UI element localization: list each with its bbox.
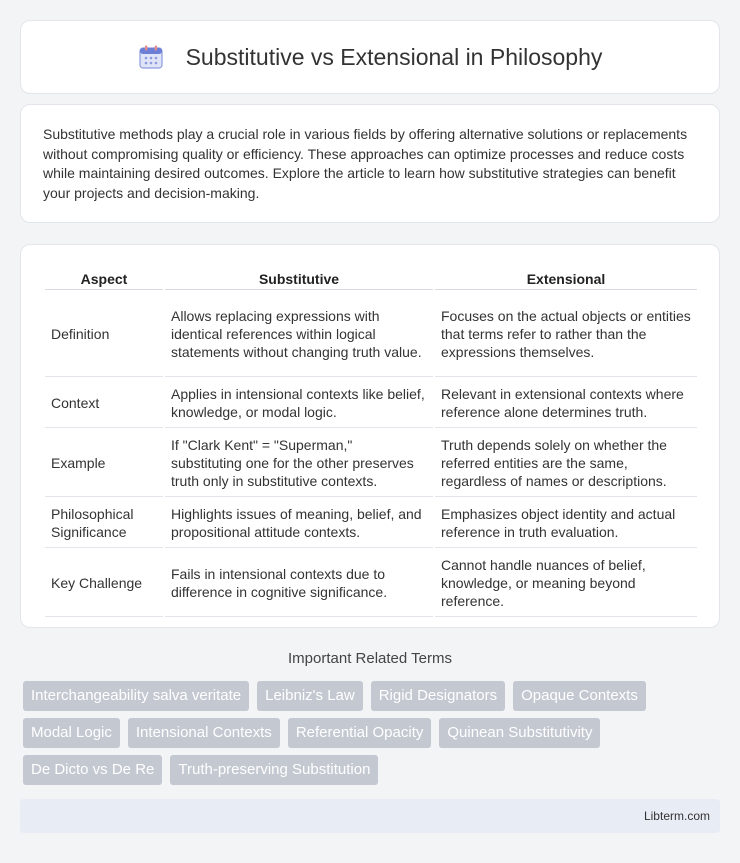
related-term-tag[interactable]: Truth-preserving Substitution xyxy=(170,755,378,785)
header-aspect: Aspect xyxy=(45,267,163,290)
header-substitutive: Substitutive xyxy=(165,267,433,290)
row-aspect: Context xyxy=(45,379,163,428)
row-aspect: Example xyxy=(45,430,163,497)
table-row xyxy=(45,292,697,377)
row-aspect: Key Challenge xyxy=(45,550,163,617)
header-extensional: Extensional xyxy=(435,267,697,290)
comparison-table xyxy=(43,265,699,619)
related-terms-title: Important Related Terms xyxy=(288,650,452,667)
related-term-tag[interactable]: Leibniz's Law xyxy=(257,681,363,711)
related-term-tag[interactable]: Rigid Designators xyxy=(371,681,505,711)
related-term-tag[interactable]: Modal Logic xyxy=(23,718,120,748)
related-term-tag[interactable]: De Dicto vs De Re xyxy=(23,755,162,785)
row-substitutive: Fails in intensional contexts due to difference in cognitive significance. xyxy=(165,550,433,617)
comparison-table-card xyxy=(20,244,720,628)
row-aspect: Philosophical Significance xyxy=(45,499,163,548)
calendar-icon xyxy=(138,44,164,70)
related-term-tag[interactable]: Quinean Substitutivity xyxy=(439,718,600,748)
row-extensional: Emphasizes object identity and actual reference in truth evaluation. xyxy=(435,499,697,548)
row-substitutive: Allows replacing expressions with identical references within logical statements without changing truth value. xyxy=(165,292,433,377)
row-substitutive: Applies in intensional contexts like belief, knowledge, or modal logic. xyxy=(165,379,433,428)
row-substitutive: If "Clark Kent" = "Superman," substituting one for the other preserves truth only in substitutive contexts. xyxy=(165,430,433,497)
related-term-tag[interactable]: Intensional Contexts xyxy=(128,718,280,748)
related-term-tag[interactable]: Opaque Contexts xyxy=(513,681,646,711)
row-aspect: Definition xyxy=(45,292,163,377)
related-term-tag[interactable]: Referential Opacity xyxy=(288,718,432,748)
row-extensional: Truth depends solely on whether the referred entities are the same, regardless of names or descriptions. xyxy=(435,430,697,497)
footer-site-link[interactable]: Libterm.com xyxy=(643,809,710,823)
header-card xyxy=(20,20,720,94)
row-extensional: Focuses on the actual objects or entities that terms refer to rather than the expressions themselves. xyxy=(435,292,697,377)
footer xyxy=(20,799,720,833)
intro-card xyxy=(20,104,720,223)
row-extensional: Cannot handle nuances of belief, knowledge, or meaning beyond reference. xyxy=(435,550,697,617)
row-substitutive: Highlights issues of meaning, belief, and propositional attitude contexts. xyxy=(165,499,433,548)
row-extensional: Relevant in extensional contexts where reference alone determines truth. xyxy=(435,379,697,428)
table-row xyxy=(45,379,697,428)
table-header-row xyxy=(45,267,697,290)
table-row xyxy=(45,430,697,497)
table-row xyxy=(45,499,697,548)
intro-paragraph: Substitutive methods play a crucial role in various fields by offering alternative solutions or replacements without compromising quality or efficiency. These approaches can optimize processes and reduce costs while maintaining desired outcomes. Explore the article to learn how substitutive strategies can benefit your projects and decision-making. xyxy=(43,126,688,201)
related-term-tag[interactable]: Interchangeability salva veritate xyxy=(23,681,249,711)
table-row xyxy=(45,550,697,617)
page-title: Substitutive vs Extensional in Philosophy xyxy=(185,43,603,70)
related-terms-list xyxy=(23,681,723,785)
